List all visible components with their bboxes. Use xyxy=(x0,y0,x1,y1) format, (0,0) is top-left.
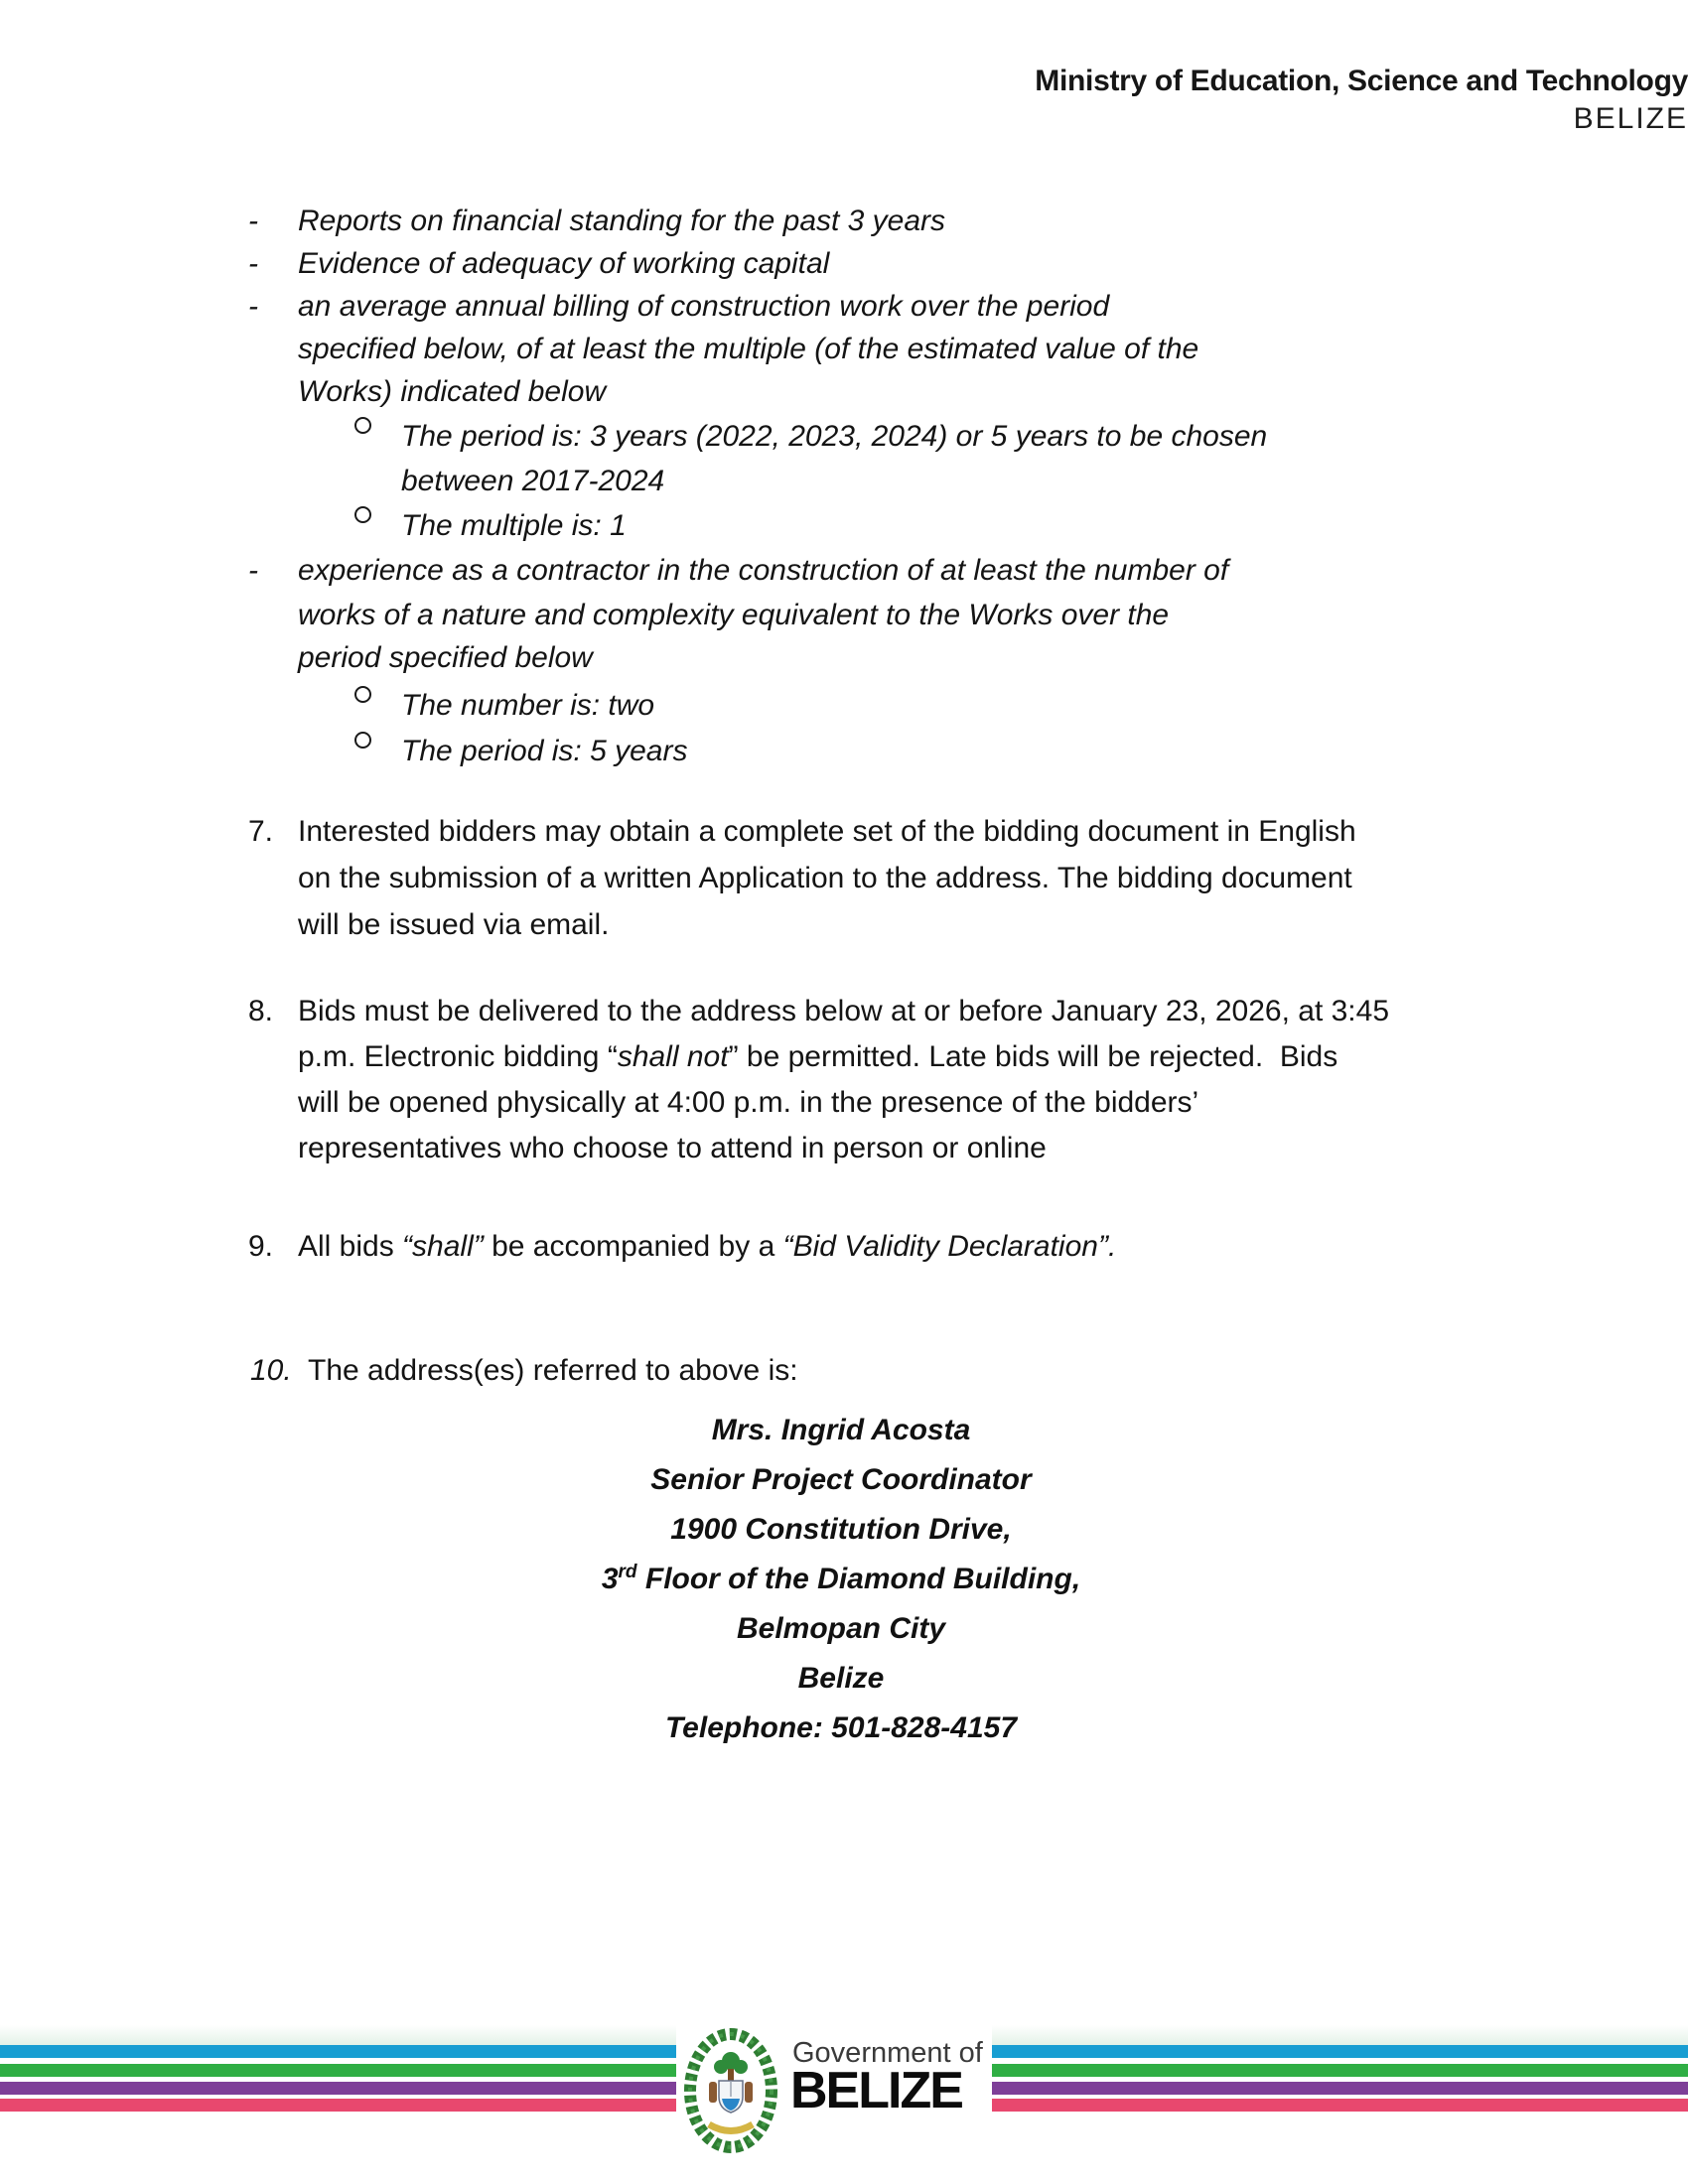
circle-bullet-icon xyxy=(354,686,371,703)
checklist-line xyxy=(0,287,1688,331)
logo-caption-government-of: Government of xyxy=(792,2037,983,2069)
item-8-number: 8. xyxy=(248,995,274,1027)
checklist-text: Evidence of adequacy of working capital xyxy=(298,247,830,280)
item-7-text: will be issued via email. xyxy=(298,908,610,941)
item-7-text: Interested bidders may obtain a complete set of the bidding document in English xyxy=(298,815,1356,848)
address-name: Mrs. Ingrid Acosta xyxy=(711,1414,971,1446)
checklist-subline xyxy=(0,417,1688,461)
dash-bullet: - xyxy=(248,290,258,323)
checklist-text: an average annual billing of construction work over the period xyxy=(298,290,1110,323)
page-header-ministry: Ministry of Education, Science and Technology xyxy=(1035,65,1688,97)
item-8-text: will be opened physically at 4:00 p.m. in the presence of the bidders’ xyxy=(298,1086,1199,1119)
item-9-text-italic-run: “shall” xyxy=(402,1230,484,1263)
checklist-line xyxy=(0,596,1688,639)
checklist-text: period specified below xyxy=(298,641,593,674)
item-8-text-run: ” be permitted. Late bids will be rejected. Bids xyxy=(728,1040,1338,1073)
item-8-text xyxy=(298,1037,1337,1077)
item-9-text-italic-run: “Bid Validity Declaration”. xyxy=(782,1230,1117,1263)
checklist-subline xyxy=(0,506,1688,550)
numbered-item-8-line-2 xyxy=(0,1037,1688,1081)
checklist-text: Works) indicated below xyxy=(298,375,607,408)
address-country: Belize xyxy=(797,1662,885,1695)
checklist-subline xyxy=(0,462,1688,505)
checklist-text: The period is: 3 years (2022, 2023, 2024) or 5 years to be chosen xyxy=(401,420,1268,453)
numbered-item-10-line-1 xyxy=(0,1351,1688,1395)
checklist-text: works of a nature and complexity equivalent to the Works over the xyxy=(298,599,1170,631)
checklist-text: The multiple is: 1 xyxy=(401,509,627,542)
circle-bullet-icon xyxy=(354,506,371,523)
item-8-text-italic-run: shall not xyxy=(617,1040,729,1073)
checklist-line xyxy=(0,202,1688,245)
item-9-text xyxy=(298,1227,1116,1267)
page-header-country: BELIZE xyxy=(1573,102,1688,135)
checklist-text: experience as a contractor in the construction of at least the number of xyxy=(298,554,1229,587)
item-9-text-run: All bids xyxy=(298,1230,403,1263)
checklist-subline xyxy=(0,732,1688,775)
checklist-subline xyxy=(0,686,1688,730)
address-street: 1900 Constitution Drive, xyxy=(670,1513,1012,1546)
numbered-item-7-line-3 xyxy=(0,905,1688,949)
government-of-belize-logo xyxy=(676,2017,992,2164)
item-8-text: Bids must be delivered to the address below at or before January 23, 2026, at 3:45 xyxy=(298,995,1390,1027)
address-title: Senior Project Coordinator xyxy=(650,1463,1032,1496)
dash-bullet: - xyxy=(248,247,258,280)
item-7-text: on the submission of a written Application to the address. The bidding document xyxy=(298,862,1352,894)
checklist-line xyxy=(0,638,1688,682)
address-floor-number: 3 xyxy=(601,1563,619,1595)
circle-bullet-icon xyxy=(354,732,371,749)
numbered-item-8-line-3 xyxy=(0,1083,1688,1127)
item-10-text: The address(es) referred to above is: xyxy=(308,1354,798,1387)
checklist-line xyxy=(0,330,1688,373)
dash-bullet: - xyxy=(248,554,258,587)
item-9-text-run: be accompanied by a xyxy=(483,1230,783,1263)
item-9-number: 9. xyxy=(248,1230,274,1263)
address-city: Belmopan City xyxy=(736,1612,946,1645)
circle-bullet-icon xyxy=(354,417,371,434)
item-8-text: representatives who choose to attend in person or online xyxy=(298,1132,1047,1164)
address-telephone: Telephone: 501-828-4157 xyxy=(664,1711,1018,1744)
dash-bullet: - xyxy=(248,205,258,237)
checklist-text: Reports on financial standing for the past 3 years xyxy=(298,205,946,237)
checklist-line xyxy=(0,244,1688,288)
belize-coat-of-arms-icon xyxy=(682,2025,779,2156)
address-floor-rest: Floor of the Diamond Building, xyxy=(636,1563,1081,1595)
item-7-number: 7. xyxy=(248,815,274,848)
checklist-text: The period is: 5 years xyxy=(401,735,688,767)
address-floor-ordinal: rd xyxy=(618,1562,637,1582)
checklist-line xyxy=(0,372,1688,416)
numbered-item-8-line-4 xyxy=(0,1129,1688,1172)
item-8-text-run: p.m. Electronic bidding “ xyxy=(298,1040,618,1073)
numbered-item-7-line-1 xyxy=(0,812,1688,856)
numbered-item-7-line-2 xyxy=(0,859,1688,902)
checklist-text: The number is: two xyxy=(401,689,655,722)
address-floor xyxy=(0,1560,1682,1599)
logo-caption-belize: BELIZE xyxy=(790,2062,962,2119)
checklist-line xyxy=(0,551,1688,595)
item-10-number: 10. xyxy=(250,1354,292,1387)
checklist-text: specified below, of at least the multiple (of the estimated value of the xyxy=(298,333,1199,365)
numbered-item-8-line-1 xyxy=(0,992,1688,1035)
checklist-text: between 2017-2024 xyxy=(401,465,665,497)
numbered-item-9-line-1 xyxy=(0,1227,1688,1271)
